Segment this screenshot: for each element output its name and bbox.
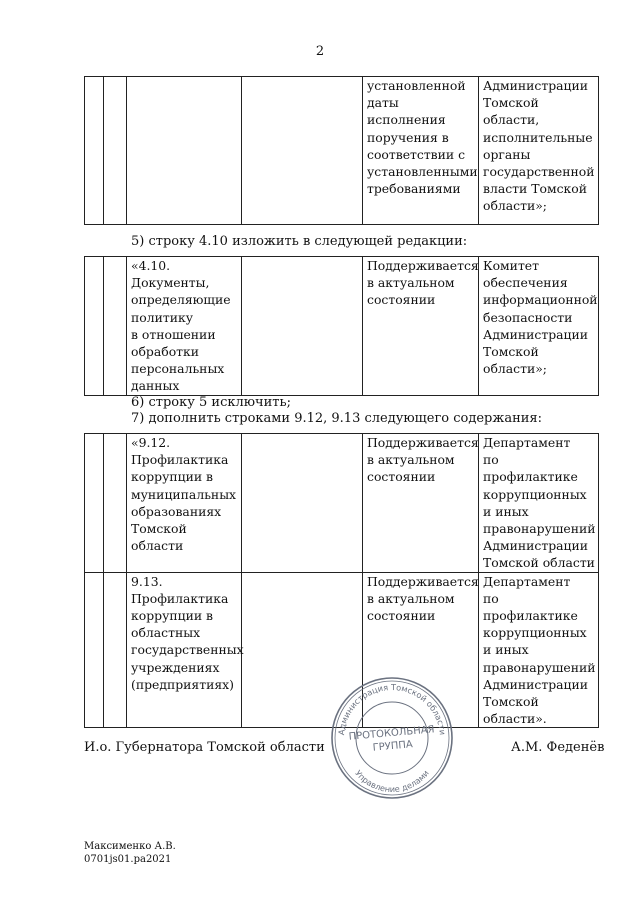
cell-responsible: Департамент по профилактике коррупционных и иных правонарушений Администрации Томской области». bbox=[479, 572, 599, 728]
cell-responsible: Департамент по профилактике коррупционных и иных правонарушений Администрации Томской области bbox=[479, 434, 599, 573]
stamp-center-line-1: ПРОТОКОЛЬНАЯ bbox=[348, 724, 435, 743]
cell-col2 bbox=[104, 77, 127, 225]
cell-status: Поддерживается в актуальном состоянии bbox=[363, 257, 479, 396]
stamp-ring-bottom-text: Управление делами bbox=[353, 768, 431, 795]
signatory-position: И.о. Губернатора Томской области bbox=[84, 740, 325, 755]
cell-col4 bbox=[242, 434, 363, 573]
footer-author: Максименко А.В. bbox=[84, 841, 176, 852]
cell-col3 bbox=[127, 77, 242, 225]
cell-title: «4.10. Документы, определяющие политику в отношении обработки персональных данных bbox=[127, 257, 242, 396]
cell-responsible: Комитет обеспечения информационной безопасности Администрации Томской области»; bbox=[479, 257, 599, 396]
table-row bbox=[85, 434, 599, 573]
cell-col2 bbox=[104, 434, 127, 573]
official-stamp bbox=[330, 676, 454, 800]
table-row-4-10 bbox=[84, 256, 599, 396]
table-continuation bbox=[84, 76, 599, 225]
cell-status: Поддерживается в актуальном состоянии bbox=[363, 572, 479, 728]
cell-title: 9.13. Профилактика коррупции в областных государственных учреждениях (предприятиях) bbox=[127, 572, 242, 728]
footer-file-ref: 0701js01.pa2021 bbox=[84, 854, 172, 865]
cell-col1 bbox=[85, 257, 104, 396]
cell-col4 bbox=[242, 257, 363, 396]
stamp-center-line-2: ГРУППА bbox=[372, 739, 414, 754]
footer-block bbox=[84, 840, 176, 866]
cell-col1 bbox=[85, 572, 104, 728]
cell-col4 bbox=[242, 77, 363, 225]
stamp-ring-top-text: Администрация Томской области bbox=[336, 681, 448, 736]
cell-col1 bbox=[85, 434, 104, 573]
table-row bbox=[85, 257, 599, 396]
instruction-5: 5) строку 4.10 изложить в следующей редакции: bbox=[131, 234, 468, 249]
cell-col2 bbox=[104, 572, 127, 728]
cell-status: Поддерживается в актуальном состоянии bbox=[363, 434, 479, 573]
cell-responsible: Администрации Томской области, исполнительные органы государственной власти Томской области»; bbox=[479, 77, 599, 225]
cell-title: «9.12. Профилактика коррупции в муниципальных образованиях Томской области bbox=[127, 434, 242, 573]
instruction-7: 7) дополнить строками 9.12, 9.13 следующего содержания: bbox=[131, 411, 542, 426]
cell-status: установленной даты исполнения поручения в соответствии с установленными требованиями bbox=[363, 77, 479, 225]
signatory-name: А.М. Феденёв bbox=[511, 740, 605, 755]
table-row bbox=[85, 77, 599, 225]
page-number: 2 bbox=[315, 44, 325, 59]
instruction-6: 6) строку 5 исключить; bbox=[131, 395, 291, 410]
cell-col1 bbox=[85, 77, 104, 225]
cell-col2 bbox=[104, 257, 127, 396]
